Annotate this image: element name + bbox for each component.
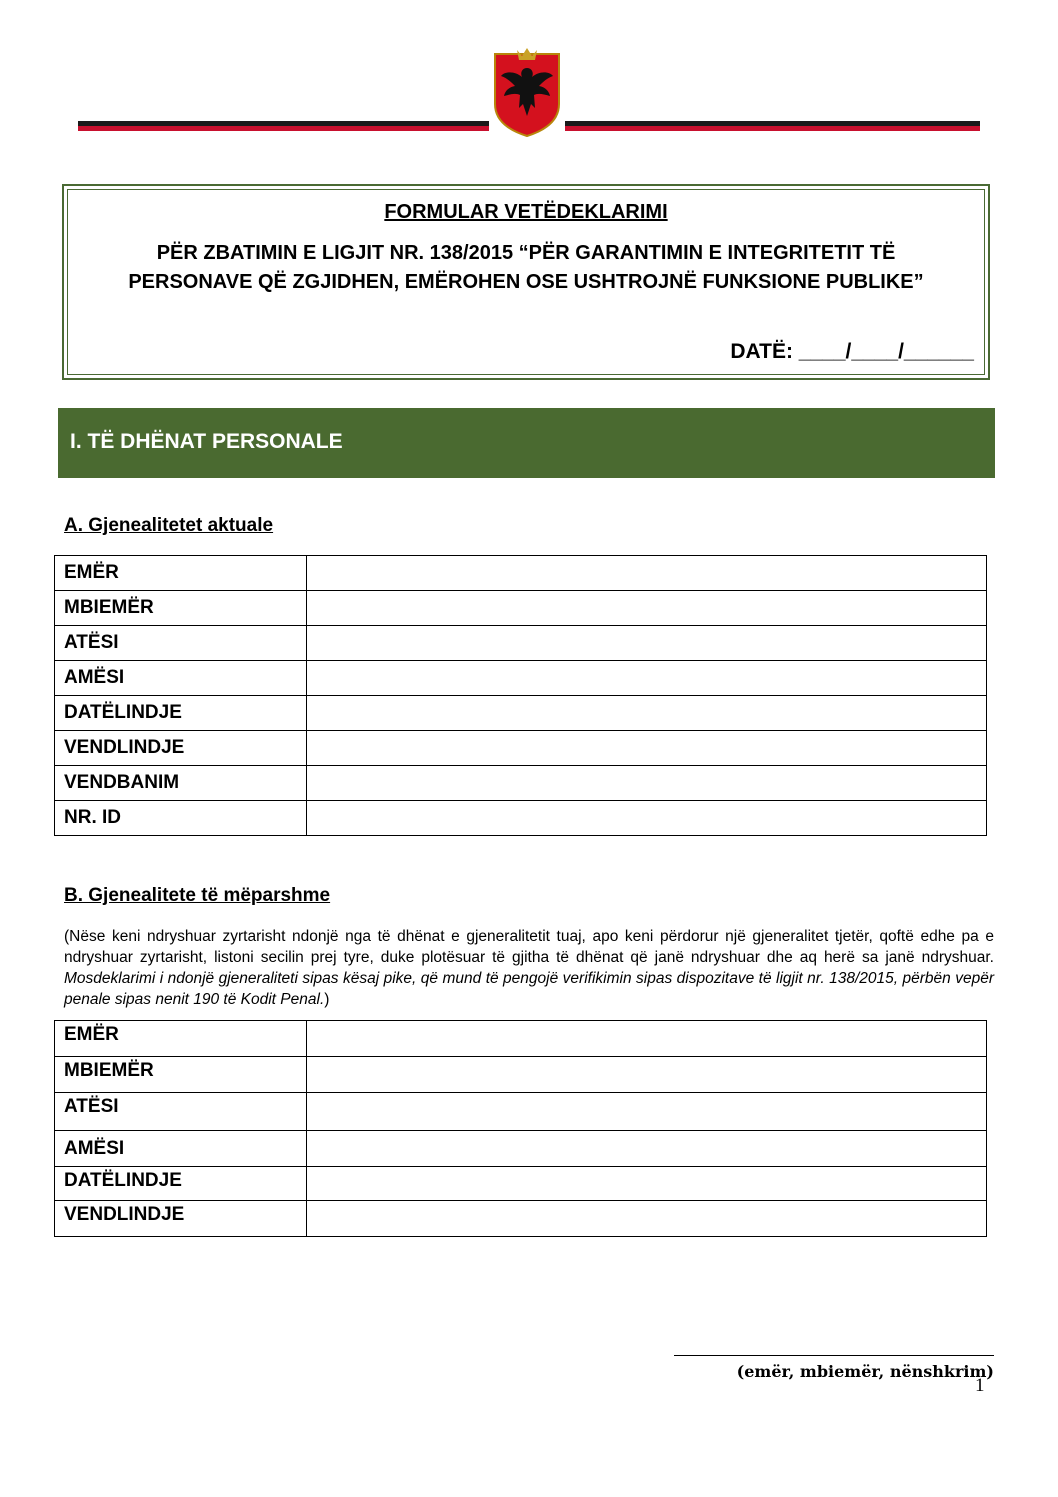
section-b-title: B. Gjenealitete të mëparshme [64, 885, 331, 906]
form-title: FORMULAR VETËDEKLARIMI [384, 201, 668, 223]
signature-line[interactable] [674, 1355, 994, 1356]
form-subtitle: PËR ZBATIMIN E LIGJIT NR. 138/2015 “PËR GARANTIMIN E INTEGRITETIT TË PERSONAVE QË ZGJIDHEN, EMËROHEN OSE USHTROJNË FUNKSIONE PUBLIKE” [128, 242, 924, 293]
table-row [55, 1021, 987, 1057]
field-label: ATËSI [55, 626, 307, 661]
field-label: NR. ID [55, 801, 307, 836]
field-label: DATËLINDJE [55, 1167, 307, 1201]
note-close: ) [324, 991, 330, 1008]
table-row [55, 1201, 987, 1237]
table-row [55, 731, 987, 766]
section-header-personal-data: I. TË DHËNAT PERSONALE [58, 408, 995, 478]
field-label: VENDLINDJE [55, 731, 307, 766]
table-row [55, 766, 987, 801]
field-input[interactable] [307, 626, 987, 661]
section-b-note [64, 926, 994, 1010]
field-input[interactable] [307, 1057, 987, 1093]
field-input[interactable] [307, 1021, 987, 1057]
field-label: EMËR [55, 556, 307, 591]
table-row [55, 1131, 987, 1167]
title-box [62, 184, 990, 380]
field-label: MBIEMËR [55, 1057, 307, 1093]
field-input[interactable] [307, 1201, 987, 1237]
table-row [55, 556, 987, 591]
field-input[interactable] [307, 766, 987, 801]
field-input[interactable] [307, 801, 987, 836]
field-label: AMËSI [55, 1131, 307, 1167]
table-row [55, 626, 987, 661]
page-number: 1 [975, 1375, 985, 1396]
table-row [55, 1093, 987, 1131]
current-identity-table [54, 555, 987, 836]
note-text: (Nëse keni ndryshuar zyrtarisht ndonjë nga të dhënat e gjeneralitetit tuaj, apo keni përdorur një gjeneralitet tjetër, qoftë edhe pa e ndryshuar zyrtarisht, listoni secilin prej tyre, duke plotësuar të gjitha të dhënat që janë ndryshuar dhe aq herë sa janë ndryshuar. [64, 928, 994, 966]
field-input[interactable] [307, 591, 987, 626]
field-label: VENDLINDJE [55, 1201, 307, 1237]
date-field[interactable]: DATË: ____/____/______ [730, 340, 974, 363]
field-input[interactable] [307, 661, 987, 696]
table-row [55, 696, 987, 731]
field-input[interactable] [307, 556, 987, 591]
table-row [55, 591, 987, 626]
table-row [55, 1167, 987, 1201]
note-warning-text: Mosdeklarimi i ndonjë gjeneraliteti sipas kësaj pike, që mund të pengojë verifikimin sipas dispozitave të ligjit nr. 138/2015, përbën vepër penale sipas nenit 190 të Kodit Penal. [64, 970, 994, 1008]
field-label: DATËLINDJE [55, 696, 307, 731]
signature-label: (emër, mbiemër, nënshkrim) [736, 1362, 994, 1381]
field-label: MBIEMËR [55, 591, 307, 626]
table-row [55, 801, 987, 836]
field-label: ATËSI [55, 1093, 307, 1131]
table-row [55, 661, 987, 696]
previous-identity-table [54, 1020, 987, 1237]
field-input[interactable] [307, 1093, 987, 1131]
field-input[interactable] [307, 696, 987, 731]
field-label: AMËSI [55, 661, 307, 696]
field-input[interactable] [307, 731, 987, 766]
field-label: EMËR [55, 1021, 307, 1057]
field-label: VENDBANIM [55, 766, 307, 801]
table-row [55, 1057, 987, 1093]
field-input[interactable] [307, 1167, 987, 1201]
field-input[interactable] [307, 1131, 987, 1167]
albanian-coat-of-arms-icon [489, 46, 565, 138]
section-a-title: A. Gjenealitetet aktuale [64, 515, 274, 536]
